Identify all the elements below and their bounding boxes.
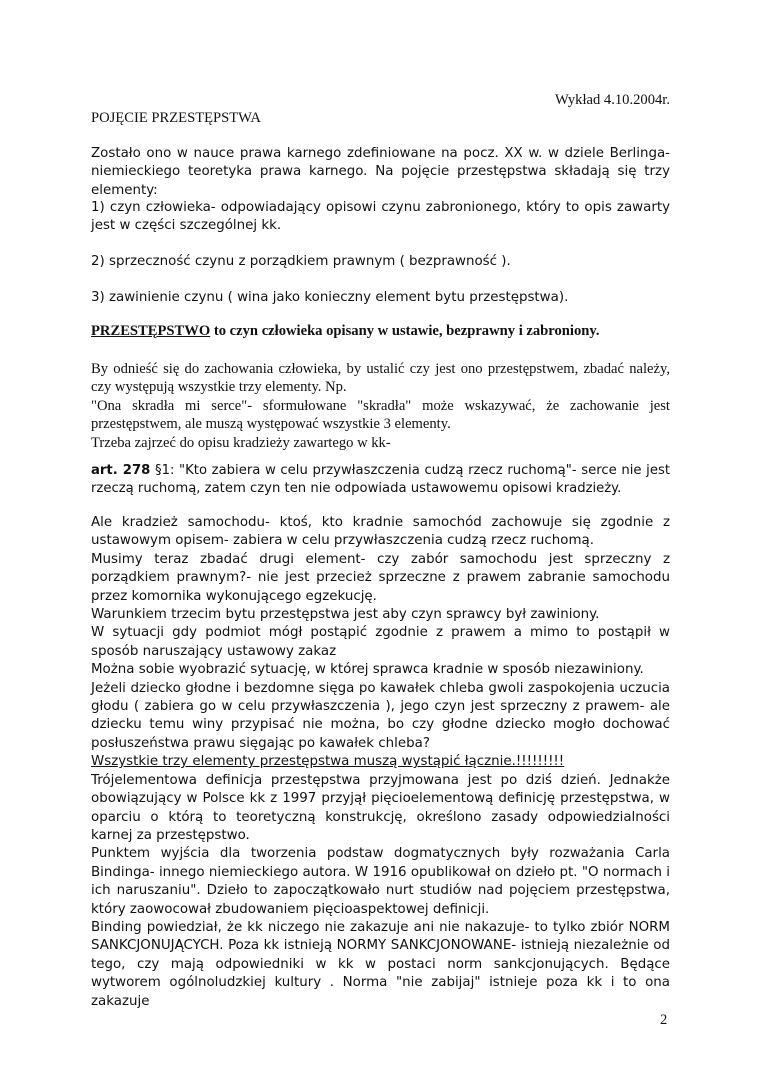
- body-paragraph: Warunkiem trzecim bytu przestępstwa jest aby czyn sprawcy był zawiniony.: [91, 607, 600, 623]
- tail-paragraph: Trójelementowa definicja przestępstwa przyjmowana jest po dziś dzień. Jednakże obowiązujący w Polsce kk z 1997 przyjął pięcioelementową definicję przestępstwa, w oparciu o którą to teoretyczną konstrukcję, określono zasady odpowiedzialności karnej za przestępstwo.: [91, 772, 670, 843]
- element-2: 2) sprzeczność czynu z porządkiem prawnym ( bezprawność ).: [91, 254, 511, 269]
- lecture-date: Wykład 4.10.2004r.: [554, 92, 670, 108]
- example-block: [91, 360, 670, 452]
- tail-paragraph: Binding powiedział, że kk niczego nie zakazuje ani nie nakazuje- to tylko zbiór NORM SANKCJONUJĄCYCH. Poza kk istnieją NORMY SANKCJONOWANE- istnieją niezależnie od tego, czy mają odpowiedniki w kk w postaci norm sankcjonujących. Będące wytworem ogólnoludzkiej kultury . Norma "nie zabijaj" istnieje poza kk i to ona zakazuje: [91, 919, 670, 1009]
- para1-line: Trzeba zajrzeć do opisu kradzieży zawartego w kk-: [91, 434, 391, 451]
- article-ref: art. 278: [91, 463, 151, 478]
- emphasis-line: Wszystkie trzy elementy przestępstwa muszą wystąpić łącznie.!!!!!!!!!: [91, 754, 565, 770]
- intro-paragraph: Zostało ono w nauce prawa karnego zdefiniowane na pocz. XX w. w dziele Berlinga- niemieckiego teoretyka prawa karnego. Na pojęcie przestępstwa składają się trzy elementy:: [91, 146, 670, 198]
- definition-term: PRZESTĘPSTWO: [91, 323, 211, 339]
- body-paragraph: Musimy teraz zbadać drugi element- czy zabór samochodu jest sprzeczny z porządkiem prawnym?- nie jest przecież sprzeczne z prawem zabranie samochodu przez komornika wykonującego egzekucję.: [91, 551, 670, 604]
- definition-rest: to czyn człowieka opisany w ustawie, bezprawny i zabroniony.: [210, 323, 600, 339]
- article-quote: [91, 462, 670, 498]
- body-paragraph: Ale kradzież samochodu- ktoś, kto kradnie samochód zachowuje się zgodnie z ustawowym opisem- zabiera w celu przywłaszczenia cudzą rzecz ruchomą.: [91, 515, 670, 549]
- tail-paragraph: Punktem wyjścia dla tworzenia podstaw dogmatycznych były rozważania Carla Bindinga- innego niemieckiego autora. W 1916 opublikował on dzieło pt. "O normach i ich naruszaniu". Dzieło to zapoczątkowało nurt studiów nad pojęciem przestępstwa, który zaowocował zbudowaniem pięcioaspektowej definicji.: [91, 846, 670, 917]
- para1-line: "Ona skradła mi serce"- sformułowane "skradła" może wskazywać, że zachowanie jest przestępstwem, ale muszą występować wszystkie 3 elementy.: [91, 397, 670, 433]
- body-paragraph: Można sobie wyobrazić sytuację, w której sprawca kradnie w sposób niezawiniony.: [91, 662, 644, 678]
- article-text: §1: "Kto zabiera w celu przywłaszczenia cudzą rzecz ruchomą"- serce nie jest rzeczą ruchomą, zatem czyn ten nie odpowiada ustawowemu opisowi kradzieży.: [91, 463, 670, 496]
- para1-line: By odnieść się do zachowania człowieka, by ustalić czy jest ono przestępstwem, zbadać należy, czy występują wszystkie trzy elementy. Np.: [91, 361, 670, 396]
- body-paragraph: Jeżeli dziecko głodne i bezdomne sięga po kawałek chleba gwoli zaspokojenia uczucia głodu ( zabiera go w celu przywłaszczenia ), jego czyn jest sprzeczny z prawem- ale dziecku temu winy przypisać nie można, bo czy głodne dziecko mogło dochować posłuszeństwa prawu sięgając po kawałek chleba?: [91, 680, 670, 751]
- element-1: 1) czyn człowieka- odpowiadający opisowi czynu zabronionego, który to opis zawarty jest w części szczególnej kk.: [91, 200, 670, 234]
- document-title: POJĘCIE PRZESTĘPSTWA: [91, 110, 261, 126]
- body-paragraph: W sytuacji gdy podmiot mógł postąpić zgodnie z prawem a mimo to postąpił w sposób naruszający ustawowy zakaz: [91, 625, 670, 659]
- element-3: 3) zawinienie czynu ( wina jako konieczny element bytu przestępstwa).: [91, 290, 569, 305]
- main-body: [91, 514, 670, 1011]
- page-number: 2: [660, 1012, 668, 1028]
- definition: [91, 322, 670, 340]
